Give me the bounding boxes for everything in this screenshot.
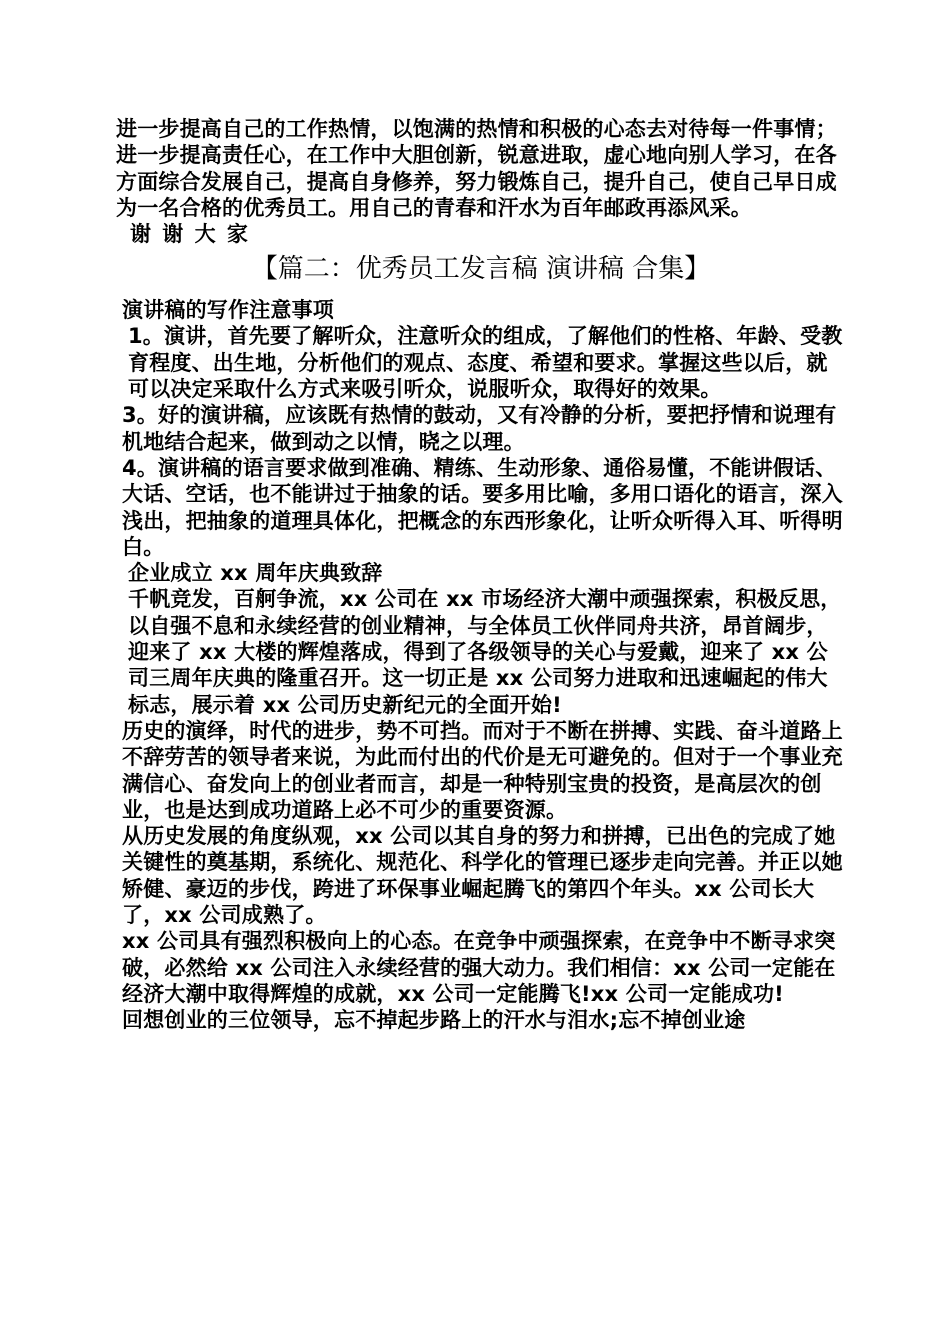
paragraph-anniversary-1: 千帆竞发，百舸争流，xx 公司在 xx 市场经济大潮中顽强探索，积极反思，以自强不息和永续经营的创业精神，与全体员工伙伴同舟共济，昂首阔步，迎来了 xx 大楼的辉煌落成，得到了各级领导的关心与爱戴，迎来了 xx 公司三周年庆典的隆重召开。这一切正是 xx 公司努力进取和迅速崛起的伟大标志，展示着 xx 公司历史新纪元的全面开始!: [128, 587, 842, 717]
paragraph-note-4: 4。演讲稿的语言要求做到准确、精练、生动形象、通俗易懂，不能讲假话、大话、空话，也不能讲过于抽象的话。要多用比喻，多用口语化的语言，深入浅出，把抽象的道理具体化，把概念的东西形象化，让听众听得入耳、听得明白。: [122, 455, 843, 559]
paragraph-anniversary-5: 回想创业的三位领导，忘不掉起步路上的汗水与泪水;忘不掉创业途: [122, 1008, 746, 1033]
heading-writing-notes: 演讲稿的写作注意事项: [122, 298, 334, 323]
thanks-line: 谢 谢 大 家: [130, 222, 250, 247]
document-page: [116, 116, 846, 1034]
paragraph-note-3: 3。好的演讲稿，应该既有热情的鼓动，又有冷静的分析，要把抒情和说理有机地结合起来，做到动之以情，晓之以理。: [122, 403, 837, 454]
heading-anniversary-speech: 企业成立 xx 周年庆典致辞: [128, 561, 383, 586]
paragraph-anniversary-4: xx 公司具有强烈积极向上的心态。在竞争中顽强探索，在竞争中不断寻求突破，必然给 xx 公司注入永续经营的强大动力。我们相信：xx 公司一定能在经济大潮中取得辉煌的成就，xx 公司一定能腾飞!xx 公司一定能成功!: [122, 929, 836, 1006]
paragraph-intro: 进一步提高自己的工作热情，以饱满的热情和积极的心态去对待每一件事情；进一步提高责任心，在工作中大胆创新，锐意进取，虚心地向别人学习，在各方面综合发展自己，提高自身修养，努力锻炼自己，提升自己，使自己早日成为一名合格的优秀员工。用自己的青春和汗水为百年邮政再添风采。: [116, 117, 837, 220]
paragraph-anniversary-2: 历史的演绎，时代的进步，势不可挡。而对于不断在拼搏、实践、奋斗道路上不辞劳苦的领导者来说，为此而付出的代价是无可避免的。但对于一个事业充满信心、奋发向上的创业者而言，却是一种特别宝贵的投资，是高层次的创业，也是达到成功道路上必不可少的重要资源。: [122, 718, 843, 822]
paragraph-note-1: 1。演讲，首先要了解听众，注意听众的组成，了解他们的性格、年龄、受教育程度、出生地，分析他们的观点、态度、希望和要求。掌握这些以后，就可以决定采取什么方式来吸引听众，说服听众，取得好的效果。: [128, 324, 843, 402]
section-title: 【篇二：优秀员工发言稿 演讲稿 合集】: [251, 254, 711, 285]
paragraph-anniversary-3: 从历史发展的角度纵观，xx 公司以其自身的努力和拼搏，已出色的完成了她关键性的奠基期，系统化、规范化、科学化的管理已逐步走向完善。并正以她矫健、豪迈的步伐，跨进了环保事业崛起腾飞的第四个年头。xx 公司长大了，xx 公司成熟了。: [122, 824, 843, 928]
